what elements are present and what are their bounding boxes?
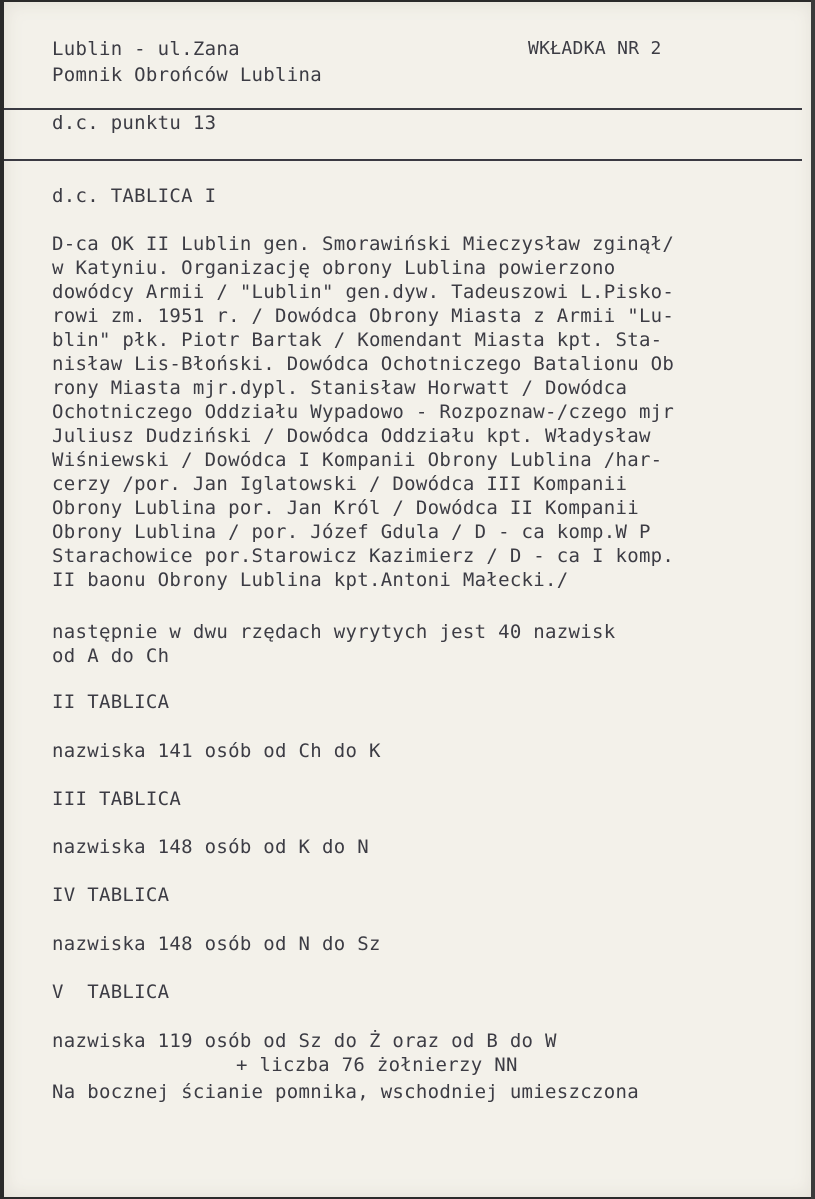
body-line: Starachowice por.Starowicz Kazimierz / D - ca I komp.: [52, 545, 675, 567]
tablica-3-text: nazwiska 148 osób od K do N: [52, 836, 369, 858]
body-line: Ochotniczego Oddziału Wypadowo - Rozpoznaw-/czego mjr: [52, 401, 675, 423]
closing-text: Na bocznej ścianie pomnika, wschodniej umieszczona: [52, 1081, 639, 1103]
tablica-4-heading: IV TABLICA: [52, 884, 170, 906]
body-line: Juliusz Dudziński / Dowódca Oddziału kpt. Władysław: [52, 425, 651, 447]
body-line: Obrony Lublina por. Jan Król / Dowódca II Kompanii: [52, 497, 639, 519]
archive-card: [4, 2, 813, 1197]
reference-punkt: d.c. punktu 13: [52, 112, 217, 134]
tablica-3-heading: III TABLICA: [52, 788, 182, 810]
body-line: Obrony Lublina / por. Józef Gdula / D - ca komp.W P: [52, 521, 651, 543]
location-line-1: Lublin - ul.Zana: [52, 38, 240, 60]
body-line: w Katyniu. Organizację obrony Lublina powierzono: [52, 257, 616, 279]
divider-bottom: [4, 159, 802, 161]
tablica-5-heading: V TABLICA: [52, 981, 170, 1003]
body-line: rony Miasta mjr.dypl. Stanisław Horwatt / Dowódca: [52, 377, 628, 399]
body-line: II baonu Obrony Lublina kpt.Antoni Małecki./: [52, 569, 569, 591]
body-line: Wiśniewski / Dowódca I Kompanii Obrony Lublina /har-: [52, 449, 663, 471]
body-line: rowi zm. 1951 r. / Dowódca Obrony Miasta z Armii "Lu-: [52, 305, 675, 327]
body-line: nisław Lis-Błoński. Dowódca Ochotniczego Batalionu Ob: [52, 353, 675, 375]
location-line-2: Pomnik Obrońców Lublina: [52, 64, 322, 86]
following-line-1: następnie w dwu rzędach wyrytych jest 40 nazwisk: [52, 621, 616, 643]
header-location: [52, 36, 322, 88]
tablica-2-text: nazwiska 141 osób od Ch do K: [52, 740, 381, 762]
divider-top: [4, 108, 802, 110]
tablica-5-text: nazwiska 119 osób od Sz do Ż oraz od B do W: [52, 1030, 557, 1052]
body-line: D-ca OK II Lublin gen. Smorawiński Mieczysław zginął/: [52, 233, 675, 255]
body-line: dowódcy Armii / "Lublin" gen.dyw. Tadeuszowi L.Pisko-: [52, 281, 675, 303]
tablica-1-body: [52, 232, 674, 592]
tablica-5-extra: + liczba 76 żołnierzy NN: [236, 1054, 518, 1076]
tablica-4-text: nazwiska 148 osób od N do Sz: [52, 933, 381, 955]
tablica-1-heading: d.c. TABLICA I: [52, 185, 217, 207]
insert-label: WKŁADKA NR 2: [528, 38, 662, 59]
tablica-2-heading: II TABLICA: [52, 691, 170, 713]
body-line: cerzy /por. Jan Iglatowski / Dowódca III Kompanii: [52, 473, 628, 495]
tablica-1-following: [52, 620, 615, 668]
following-line-2: od A do Ch: [52, 645, 170, 667]
body-line: blin" płk. Piotr Bartak / Komendant Miasta kpt. Sta-: [52, 329, 663, 351]
scan-edge: [811, 0, 815, 1199]
